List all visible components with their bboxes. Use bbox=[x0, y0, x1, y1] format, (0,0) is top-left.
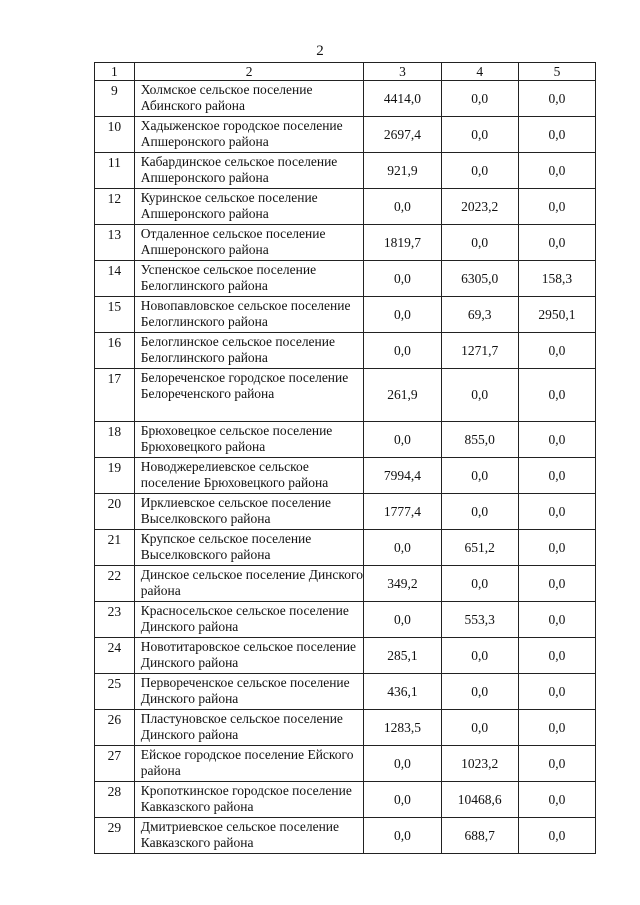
column-5-value-cell: 0,0 bbox=[518, 746, 595, 782]
column-5-value-cell: 0,0 bbox=[518, 333, 595, 369]
settlement-name-cell: Брюховецкое сельское поселение Брюховецкого района bbox=[134, 422, 364, 458]
row-number-cell: 21 bbox=[95, 530, 135, 566]
column-4-value-cell: 855,0 bbox=[441, 422, 518, 458]
column-4-value-cell: 0,0 bbox=[441, 710, 518, 746]
column-3-value-cell: 0,0 bbox=[364, 297, 441, 333]
column-3-value-cell: 436,1 bbox=[364, 674, 441, 710]
column-5-value-cell: 0,0 bbox=[518, 530, 595, 566]
column-4-value-cell: 69,3 bbox=[441, 297, 518, 333]
column-5-value-cell: 0,0 bbox=[518, 117, 595, 153]
column-5-value-cell: 0,0 bbox=[518, 602, 595, 638]
settlement-name-cell: Пластуновское сельское поселение Динского района bbox=[134, 710, 364, 746]
row-number-cell: 25 bbox=[95, 674, 135, 710]
column-4-value-cell: 0,0 bbox=[441, 566, 518, 602]
row-number-cell: 17 bbox=[95, 369, 135, 422]
column-3-value-cell: 1777,4 bbox=[364, 494, 441, 530]
column-3-value-cell: 0,0 bbox=[364, 782, 441, 818]
row-number-cell: 26 bbox=[95, 710, 135, 746]
row-number-cell: 9 bbox=[95, 81, 135, 117]
settlement-name-cell: Крупское сельское поселение Выселковского района bbox=[134, 530, 364, 566]
row-number-cell: 29 bbox=[95, 818, 135, 854]
table-row bbox=[95, 710, 596, 746]
column-5-value-cell: 0,0 bbox=[518, 494, 595, 530]
column-3-value-cell: 921,9 bbox=[364, 153, 441, 189]
column-5-value-cell: 0,0 bbox=[518, 566, 595, 602]
table-row bbox=[95, 566, 596, 602]
row-number-cell: 16 bbox=[95, 333, 135, 369]
table-row bbox=[95, 422, 596, 458]
column-5-value-cell: 0,0 bbox=[518, 638, 595, 674]
settlement-name-cell: Белореченское городское поселение Белореченского района bbox=[134, 369, 364, 422]
column-4-value-cell: 0,0 bbox=[441, 225, 518, 261]
column-3-value-cell: 1283,5 bbox=[364, 710, 441, 746]
table-row bbox=[95, 638, 596, 674]
settlement-name-cell: Красносельское сельское поселение Динского района bbox=[134, 602, 364, 638]
column-3-value-cell: 0,0 bbox=[364, 746, 441, 782]
table-row bbox=[95, 746, 596, 782]
column-4-value-cell: 2023,2 bbox=[441, 189, 518, 225]
settlement-name-cell: Ирклиевское сельское поселение Выселковского района bbox=[134, 494, 364, 530]
table-row bbox=[95, 369, 596, 422]
column-5-value-cell: 0,0 bbox=[518, 458, 595, 494]
table-row bbox=[95, 153, 596, 189]
header-cell: 4 bbox=[441, 63, 518, 81]
row-number-cell: 28 bbox=[95, 782, 135, 818]
row-number-cell: 22 bbox=[95, 566, 135, 602]
column-4-value-cell: 6305,0 bbox=[441, 261, 518, 297]
column-5-value-cell: 0,0 bbox=[518, 674, 595, 710]
row-number-cell: 13 bbox=[95, 225, 135, 261]
column-4-value-cell: 0,0 bbox=[441, 638, 518, 674]
settlement-name-cell: Отдаленное сельское поселение Апшеронского района bbox=[134, 225, 364, 261]
table-row bbox=[95, 530, 596, 566]
table-row bbox=[95, 602, 596, 638]
table-row bbox=[95, 782, 596, 818]
column-4-value-cell: 0,0 bbox=[441, 674, 518, 710]
table-row bbox=[95, 333, 596, 369]
table-row bbox=[95, 81, 596, 117]
settlement-name-cell: Холмское сельское поселение Абинского района bbox=[134, 81, 364, 117]
header-cell: 5 bbox=[518, 63, 595, 81]
column-4-value-cell: 0,0 bbox=[441, 81, 518, 117]
header-cell: 2 bbox=[134, 63, 364, 81]
row-number-cell: 10 bbox=[95, 117, 135, 153]
table-row bbox=[95, 189, 596, 225]
column-4-value-cell: 0,0 bbox=[441, 458, 518, 494]
row-number-cell: 12 bbox=[95, 189, 135, 225]
column-3-value-cell: 4414,0 bbox=[364, 81, 441, 117]
column-3-value-cell: 0,0 bbox=[364, 333, 441, 369]
row-number-cell: 24 bbox=[95, 638, 135, 674]
settlement-name-cell: Куринское сельское поселение Апшеронского района bbox=[134, 189, 364, 225]
table-row bbox=[95, 117, 596, 153]
column-3-value-cell: 0,0 bbox=[364, 818, 441, 854]
column-5-value-cell: 0,0 bbox=[518, 369, 595, 422]
settlement-name-cell: Ейское городское поселение Ейского района bbox=[134, 746, 364, 782]
settlement-name-cell: Белоглинское сельское поселение Белоглинского района bbox=[134, 333, 364, 369]
column-4-value-cell: 0,0 bbox=[441, 369, 518, 422]
row-number-cell: 19 bbox=[95, 458, 135, 494]
column-4-value-cell: 0,0 bbox=[441, 153, 518, 189]
column-5-value-cell: 0,0 bbox=[518, 153, 595, 189]
column-3-value-cell: 0,0 bbox=[364, 261, 441, 297]
column-5-value-cell: 0,0 bbox=[518, 422, 595, 458]
table-row bbox=[95, 297, 596, 333]
column-3-value-cell: 0,0 bbox=[364, 422, 441, 458]
settlement-name-cell: Кабардинское сельское поселение Апшеронского района bbox=[134, 153, 364, 189]
row-number-cell: 11 bbox=[95, 153, 135, 189]
column-3-value-cell: 0,0 bbox=[364, 602, 441, 638]
settlement-name-cell: Новопавловское сельское поселение Белоглинского района bbox=[134, 297, 364, 333]
column-4-value-cell: 651,2 bbox=[441, 530, 518, 566]
column-3-value-cell: 285,1 bbox=[364, 638, 441, 674]
settlement-name-cell: Дмитриевское сельское поселение Кавказского района bbox=[134, 818, 364, 854]
column-4-value-cell: 1271,7 bbox=[441, 333, 518, 369]
settlement-name-cell: Первореченское сельское поселение Динского района bbox=[134, 674, 364, 710]
column-5-value-cell: 2950,1 bbox=[518, 297, 595, 333]
table-row bbox=[95, 458, 596, 494]
header-cell: 1 bbox=[95, 63, 135, 81]
column-5-value-cell: 0,0 bbox=[518, 782, 595, 818]
row-number-cell: 23 bbox=[95, 602, 135, 638]
settlement-name-cell: Динское сельское поселение Динского района bbox=[134, 566, 364, 602]
table-row bbox=[95, 261, 596, 297]
column-4-value-cell: 10468,6 bbox=[441, 782, 518, 818]
column-4-value-cell: 1023,2 bbox=[441, 746, 518, 782]
column-5-value-cell: 0,0 bbox=[518, 81, 595, 117]
table-row bbox=[95, 674, 596, 710]
data-table bbox=[94, 62, 596, 854]
row-number-cell: 15 bbox=[95, 297, 135, 333]
column-3-value-cell: 7994,4 bbox=[364, 458, 441, 494]
column-3-value-cell: 261,9 bbox=[364, 369, 441, 422]
settlement-name-cell: Новоджерелиевское сельское поселение Брюховецкого района bbox=[134, 458, 364, 494]
row-number-cell: 18 bbox=[95, 422, 135, 458]
settlement-name-cell: Успенское сельское поселение Белоглинского района bbox=[134, 261, 364, 297]
column-3-value-cell: 1819,7 bbox=[364, 225, 441, 261]
table-row bbox=[95, 494, 596, 530]
row-number-cell: 27 bbox=[95, 746, 135, 782]
settlement-name-cell: Хадыженское городское поселение Апшеронского района bbox=[134, 117, 364, 153]
page-number: 2 bbox=[316, 43, 324, 59]
row-number-cell: 14 bbox=[95, 261, 135, 297]
table-header-row bbox=[95, 63, 596, 81]
row-number-cell: 20 bbox=[95, 494, 135, 530]
column-5-value-cell: 0,0 bbox=[518, 710, 595, 746]
column-4-value-cell: 688,7 bbox=[441, 818, 518, 854]
column-3-value-cell: 0,0 bbox=[364, 189, 441, 225]
column-4-value-cell: 0,0 bbox=[441, 117, 518, 153]
column-5-value-cell: 0,0 bbox=[518, 818, 595, 854]
table-row bbox=[95, 225, 596, 261]
column-4-value-cell: 553,3 bbox=[441, 602, 518, 638]
column-5-value-cell: 0,0 bbox=[518, 189, 595, 225]
column-4-value-cell: 0,0 bbox=[441, 494, 518, 530]
column-3-value-cell: 2697,4 bbox=[364, 117, 441, 153]
column-3-value-cell: 349,2 bbox=[364, 566, 441, 602]
column-5-value-cell: 158,3 bbox=[518, 261, 595, 297]
settlement-name-cell: Новотитаровское сельское поселение Динского района bbox=[134, 638, 364, 674]
header-cell: 3 bbox=[364, 63, 441, 81]
column-5-value-cell: 0,0 bbox=[518, 225, 595, 261]
settlement-name-cell: Кропоткинское городское поселение Кавказского района bbox=[134, 782, 364, 818]
column-3-value-cell: 0,0 bbox=[364, 530, 441, 566]
table-row bbox=[95, 818, 596, 854]
